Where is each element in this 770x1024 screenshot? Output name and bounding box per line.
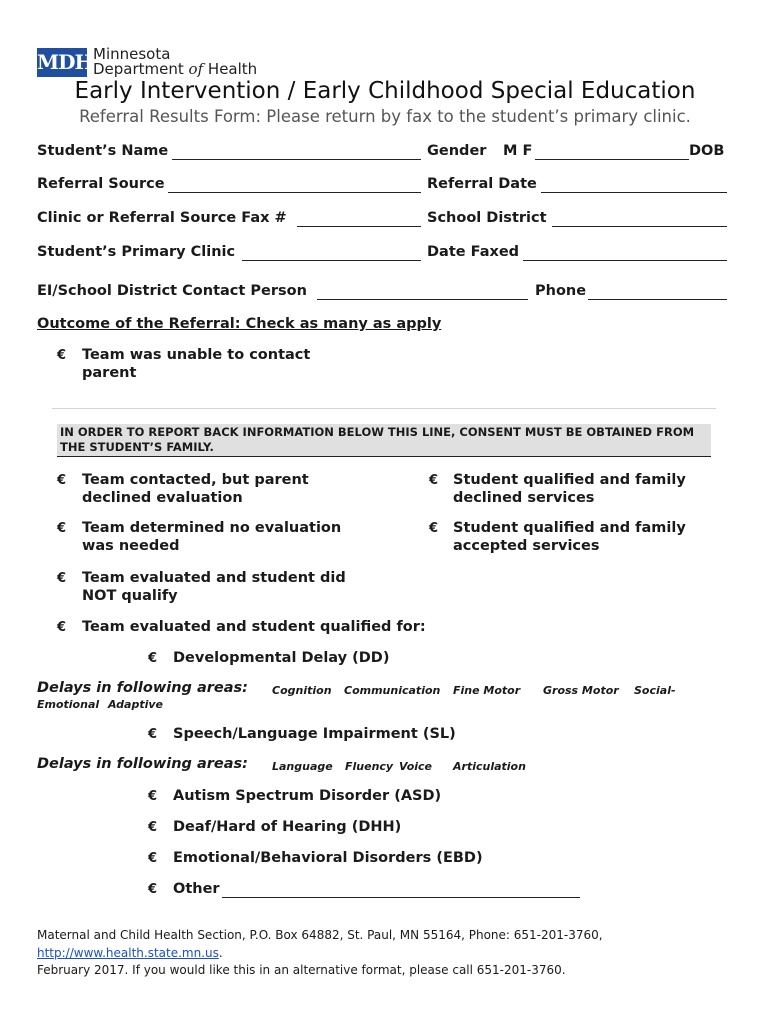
- other-field[interactable]: [222, 897, 580, 898]
- dd-area-communication[interactable]: Communication: [344, 684, 441, 697]
- qualified-for-label: Team evaluated and student qualified for:: [82, 619, 426, 635]
- logo-line-department: [93, 60, 257, 78]
- primary-clinic-label: Student’s Primary Clinic: [37, 244, 236, 260]
- gender-label: Gender: [427, 143, 487, 159]
- accepted-services-label: Student qualified and family accepted services: [453, 520, 686, 554]
- sl-label: Speech/Language Impairment (SL): [173, 726, 456, 742]
- sl-area-voice[interactable]: Voice: [399, 760, 433, 773]
- consent-underline: [57, 456, 711, 457]
- clinic-fax-label: Clinic or Referral Source Fax #: [37, 210, 287, 226]
- referral-source-field[interactable]: [168, 192, 421, 193]
- dhh-checkbox[interactable]: €: [148, 820, 158, 835]
- other-label: Other: [173, 881, 220, 897]
- qualified-for-checkbox[interactable]: €: [57, 620, 67, 635]
- date-faxed-field[interactable]: [523, 260, 727, 261]
- ebd-checkbox[interactable]: €: [148, 851, 158, 866]
- dd-label: Developmental Delay (DD): [173, 650, 390, 666]
- contact-person-label: EI/School District Contact Person: [37, 283, 307, 299]
- dd-checkbox[interactable]: €: [148, 651, 158, 666]
- dd-area-gross-motor[interactable]: Gross Motor: [543, 684, 619, 697]
- dob-field[interactable]: [535, 159, 689, 160]
- clinic-fax-field[interactable]: [297, 226, 421, 227]
- asd-checkbox[interactable]: €: [148, 789, 158, 804]
- page-subtitle: Referral Results Form: Please return by fax to the student’s primary clinic.: [79, 107, 691, 126]
- dd-area-fine-motor[interactable]: Fine Motor: [453, 684, 521, 697]
- unable-contact-label: Team was unable to contact parent: [82, 347, 311, 381]
- phone-label: Phone: [535, 283, 587, 299]
- school-district-label: School District: [427, 210, 547, 226]
- date-faxed-label: Date Faxed: [427, 244, 520, 260]
- student-name-field[interactable]: [172, 159, 421, 160]
- footer-link-suffix: .: [218, 946, 223, 960]
- no-eval-label: Team determined no evaluation was needed: [82, 520, 342, 554]
- other-checkbox[interactable]: €: [148, 882, 158, 897]
- school-district-field[interactable]: [552, 226, 727, 227]
- unable-contact-checkbox[interactable]: €: [57, 348, 67, 363]
- logo-health-text: Health: [203, 60, 258, 78]
- declined-services-checkbox[interactable]: €: [429, 473, 439, 488]
- dd-area-adaptive[interactable]: Adaptive: [108, 698, 164, 711]
- referral-source-label: Referral Source: [37, 176, 165, 192]
- logo-dept-text: Department: [93, 60, 189, 78]
- sl-checkbox[interactable]: €: [148, 727, 158, 742]
- declined-eval-label: Team contacted, but parent declined evaluation: [82, 472, 309, 506]
- referral-date-field[interactable]: [541, 192, 727, 193]
- footer-link[interactable]: http://www.health.state.mn.us: [37, 946, 219, 960]
- consent-notice: IN ORDER TO REPORT BACK INFORMATION BELOW THIS LINE, CONSENT MUST BE OBTAINED FROM THE STUDENT’S FAMILY.: [60, 425, 695, 454]
- mdh-logo-mark: MDH: [37, 48, 87, 77]
- declined-services-label: Student qualified and family declined services: [453, 472, 686, 506]
- declined-eval-checkbox[interactable]: €: [57, 473, 67, 488]
- footer-link-line: [37, 946, 223, 960]
- referral-date-label: Referral Date: [427, 176, 537, 192]
- not-qualify-label: Team evaluated and student did NOT qualify: [82, 570, 346, 604]
- dob-label: DOB: [689, 143, 725, 159]
- student-name-label: Student’s Name: [37, 143, 169, 159]
- dd-area-cognition[interactable]: Cognition: [272, 684, 332, 697]
- accepted-services-checkbox[interactable]: €: [429, 521, 439, 536]
- gender-options[interactable]: M F: [503, 143, 533, 159]
- ebd-label: Emotional/Behavioral Disorders (EBD): [173, 850, 483, 866]
- sl-area-language[interactable]: Language: [272, 760, 333, 773]
- dd-area-social-part1[interactable]: Social-: [634, 684, 676, 697]
- contact-person-field[interactable]: [317, 299, 528, 300]
- sl-area-fluency[interactable]: Fluency: [345, 760, 394, 773]
- section-divider: [52, 408, 716, 409]
- page-title: Early Intervention / Early Childhood Special Education: [74, 78, 696, 104]
- phone-field[interactable]: [588, 299, 727, 300]
- footer-address: Maternal and Child Health Section, P.O. Box 64882, St. Paul, MN 55164, Phone: 651-201-3760,: [37, 928, 603, 942]
- sl-delays-label: Delays in following areas:: [37, 756, 248, 772]
- logo-line-minnesota: Minnesota: [93, 45, 171, 63]
- footer-note: February 2017. If you would like this in an alternative format, please call 651-201-3760.: [37, 963, 566, 977]
- primary-clinic-field[interactable]: [242, 260, 421, 261]
- dd-area-social-part2[interactable]: Emotional: [37, 698, 100, 711]
- no-eval-checkbox[interactable]: €: [57, 521, 67, 536]
- sl-area-articulation[interactable]: Articulation: [453, 760, 526, 773]
- dhh-label: Deaf/Hard of Hearing (DHH): [173, 819, 402, 835]
- not-qualify-checkbox[interactable]: €: [57, 571, 67, 586]
- dd-delays-label: Delays in following areas:: [37, 680, 248, 696]
- outcome-heading: Outcome of the Referral: Check as many as apply: [37, 316, 442, 332]
- asd-label: Autism Spectrum Disorder (ASD): [173, 788, 442, 804]
- logo-of-text: of: [188, 60, 204, 78]
